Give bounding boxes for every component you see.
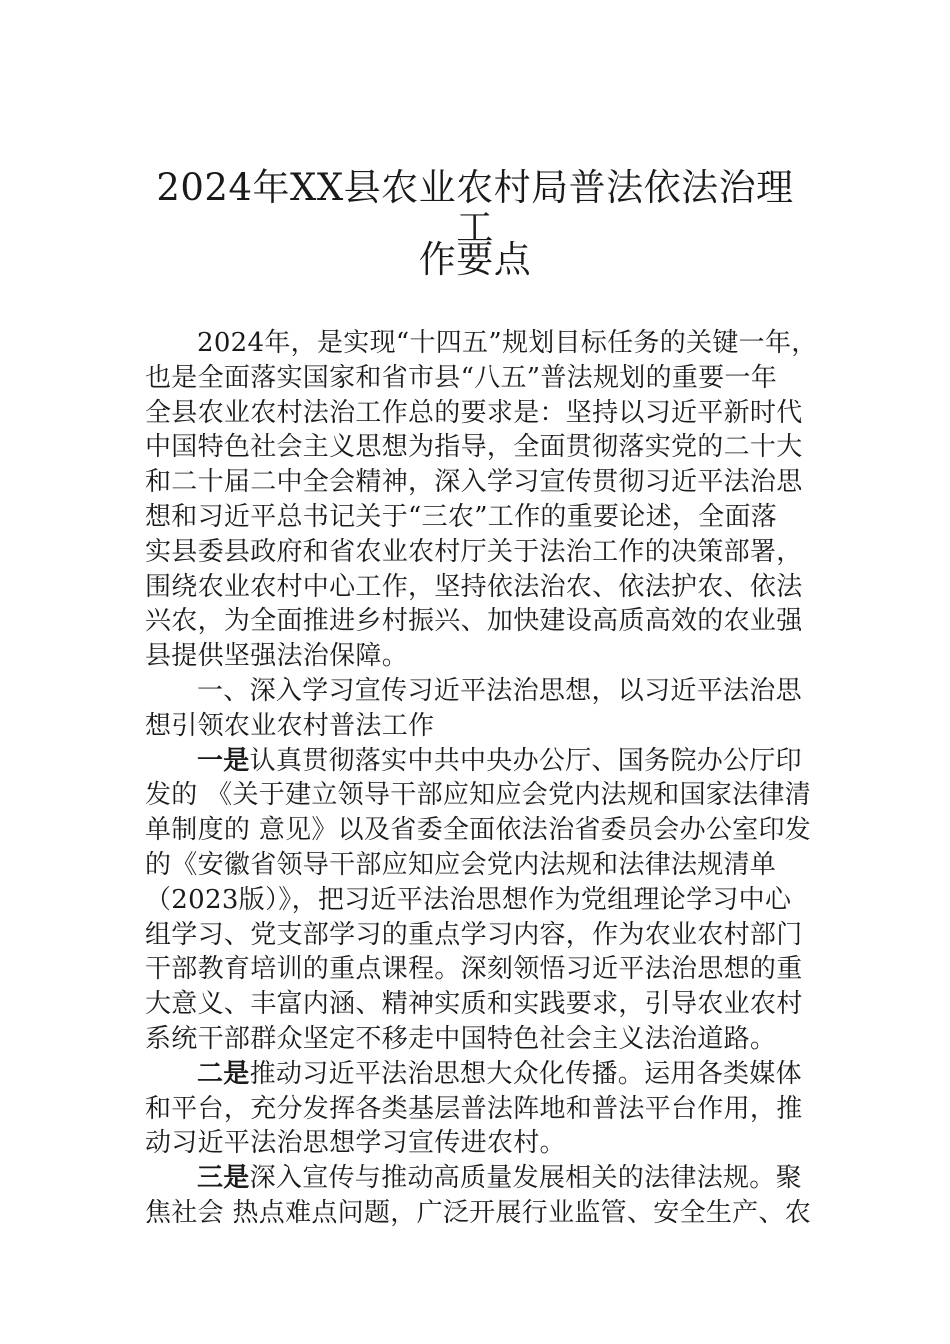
paragraph-1-line: 全县农业农村法治工作总的要求是：坚持以习近平新时代 [145,397,803,428]
paragraph-1-line: 2024年，是实现“十四五”规划目标任务的关键一年， [197,328,818,358]
paragraph-1-line: 县提供坚强法治保障。 [145,641,409,672]
paragraph-1-line: 围绕农业农村中心工作，坚持依法治农、依法护农、依法 [145,571,803,602]
section-heading-line: 想引领农业农村普法工作 [145,710,435,741]
item-1-lead: 一是 [197,745,250,776]
item-1-line: 发的 《关于建立领导干部应知应会党内法规和国家法律清 [145,780,812,811]
document-title-line-1: 2024年XX县农业农村局普法依法治理工 [156,166,794,249]
item-3-lead: 三是 [197,1163,250,1194]
item-1-first-line [145,744,835,779]
document-body [145,326,835,1231]
paragraph-1-line: 也是全面落实国家和省市县“八五”普法规划的重要一年 [145,362,778,393]
item-3-first-line [145,1161,835,1196]
item-1-line: 单制度的 意见》以及省委全面依法治省委员会办公室印发 [145,815,812,846]
item-1-line: 的《安徽省领导干部应知应会党内法规和法律法规清单 [145,849,777,880]
item-1-line: 系统干部群众坚定不移走中国特色社会主义法治道路。 [145,1023,777,1054]
document-title-line-2: 作要点 [418,238,532,281]
item-3-line-text: 深入宣传与推动高质量发展相关的法律法规。聚 [249,1163,802,1194]
item-2-line: 动习近平法治思想学习宣传进农村。 [145,1128,566,1159]
paragraph-1-line: 中国特色社会主义思想为指导，全面贯彻落实党的二十大 [145,432,803,463]
paragraph-1-line: 想和习近平总书记关于“三农”工作的重要论述，全面落 [145,501,778,532]
item-2-first-line [145,1057,835,1092]
item-1-line: （2023版）》，把习近平法治思想作为党组理论学习中心 [145,884,792,915]
item-2-lead: 二是 [197,1058,250,1089]
item-1-line: 干部教育培训的重点课程。深刻领悟习近平法治思想的重 [145,954,803,985]
section-heading-line: 一、深入学习宣传习近平法治思想，以习近平法治思 [197,675,802,706]
paragraph-1-line: 实县委县政府和省农业农村厅关于法治工作的决策部署， [145,536,803,567]
item-3-line: 焦社会 热点难点问题，广泛开展行业监管、安全生产、农 [145,1197,812,1228]
item-2-line-text: 推动习近平法治思想大众化传播。运用各类媒体 [249,1058,802,1089]
item-2-line: 和平台，充分发挥各类基层普法阵地和普法平台作用，推 [145,1093,803,1124]
paragraph-1-line: 兴农，为全面推进乡村振兴、加快建设高质高效的农业强 [145,606,803,637]
item-1-line: 大意义、丰富内涵、精神实质和实践要求，引导农业农村 [145,989,803,1020]
paragraph-1-line: 和二十届二中全会精神，深入学习宣传贯彻习近平法治思 [145,467,803,498]
item-1-line: 组学习、党支部学习的重点学习内容，作为农业农村部门 [145,919,803,950]
item-1-line-text: 认真贯彻落实中共中央办公厅、国务院办公厅印 [249,745,802,776]
